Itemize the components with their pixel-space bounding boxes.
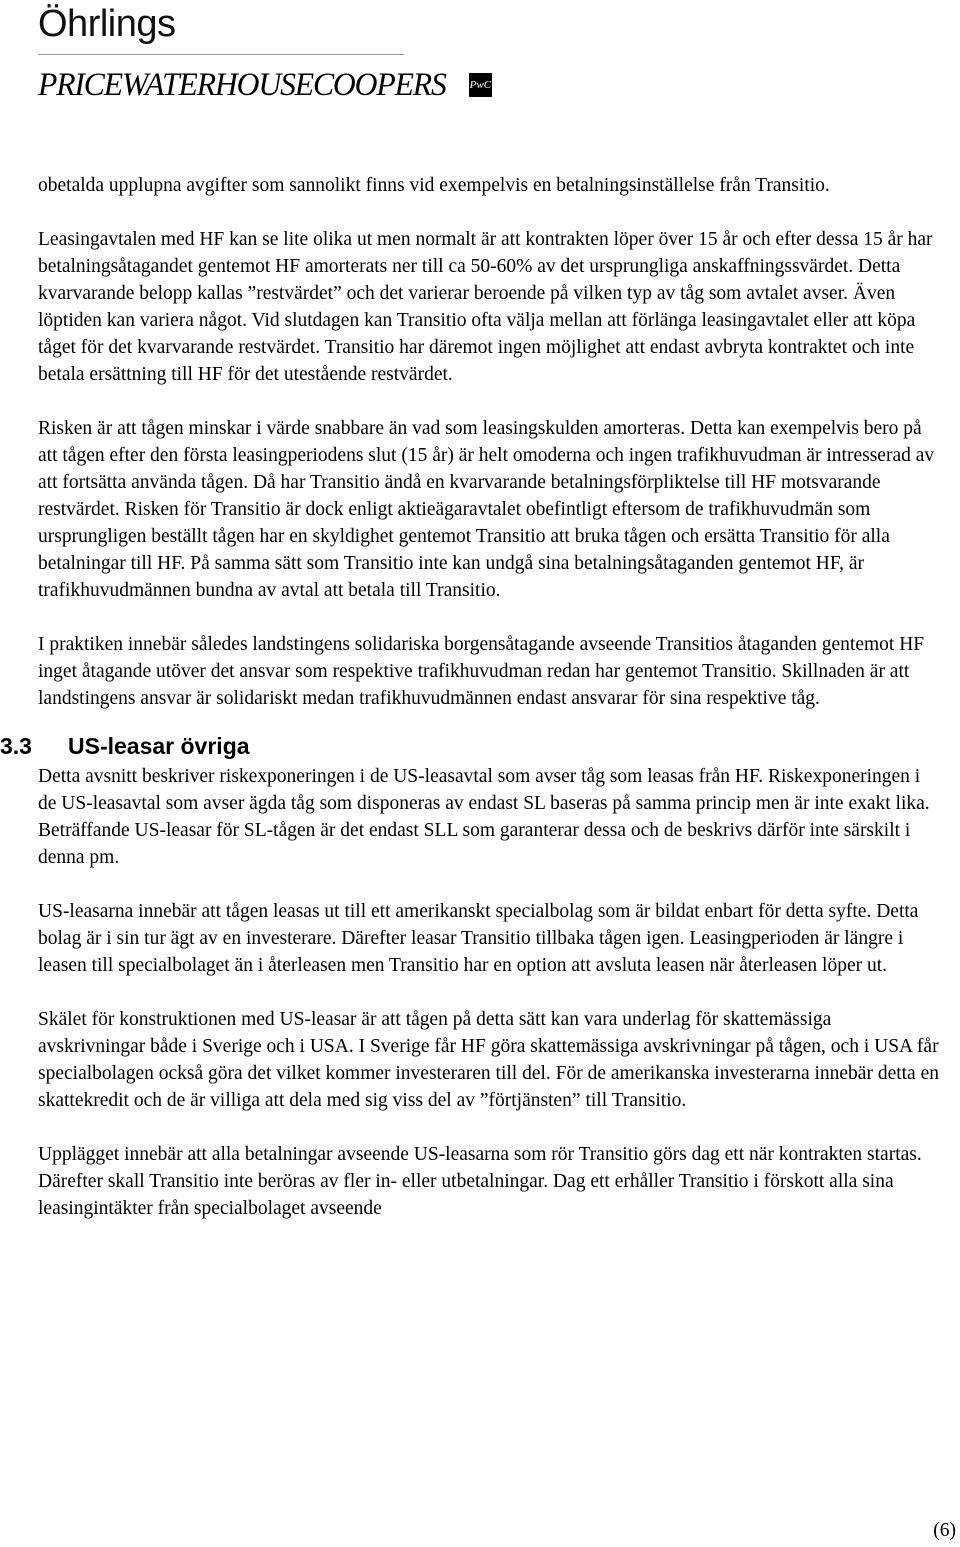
document-body [0,172,943,1249]
paragraph: Skälet för konstruktionen med US-leasar är att tågen på detta sätt kan vara underlag för skattemässiga avskrivningar både i Sverige och i USA. I Sverige får HF göra skattemässiga avskrivningar på tågen, och i USA får specialbolagen också göra det vilket kommer investeraren till del. För de amerikanska investerarna innebär detta en skattekredit och de är villiga att dela med sig viss del av ”förtjänsten” till Transitio. [38,1009,939,1111]
logo-seal-icon: PwC [469,73,492,97]
paragraph: I praktiken innebär således landstingens solidariska borgensåtagande avseende Transitios åtaganden gentemot HF inget åtagande utöver det ansvar som respektive trafikhuvudman redan har gentemot Transitio. Skillnaden är att landstingens ansvar är solidariskt medan trafikhuvudmännen endast ansvarar för sina respektive tåg. [38,634,925,709]
paragraph: obetalda upplupna avgifter som sannolikt finns vid exempelvis en betalningsinställelse från Transitio. [38,175,830,196]
section-number: 3.3 [0,733,32,759]
paragraph: Leasingavtalen med HF kan se lite olika ut men normalt är att kontrakten löper över 15 år och efter dessa 15 år har betalningsåtagandet gentemot HF amorterats ner till ca 50-60% av det ursprungliga anskaffningssvärdet. Detta kvarvarande belopp kallas ”restvärdet” och det varierar beroende på vilken typ av tåg som avtalet avser. Även löptiden kan variera något. Vid slutdagen kan Transitio ofta välja mellan att förlänga leasingavtalet eller att köpa tåget för det kvarvarande restvärdet. Transitio har däremot ingen möjlighet att endast avbryta kontraktet och inte betala ersättning till HF för det utestående restvärdet. [38,229,933,385]
page-number: (6) [933,1520,956,1541]
header-divider [38,54,404,55]
company-logo [38,65,492,105]
paragraph: Risken är att tågen minskar i värde snabbare än vad som leasingskulden amorteras. Detta kan exempelvis bero på att tågen efter den första leasingperiodens slut (15 år) är helt omoderna och ingen trafikhuvudman är intresserad av att fortsätta använda tågen. Då har Transitio ändå en kvarvarande betalningsförpliktelse till HF motsvarande restvärdet. Risken för Transitio är dock enligt aktieägaravtalet obefintligt eftersom de trafikhuvudmän som ursprungligen beställt tågen har en skyldighet gentemot Transitio att bruka tågen och ersätta Transitio för alla betalningar till HF. På samma sätt som Transitio inte kan undgå sina betalningsåtaganden gentemot HF, är trafikhuvudmännen bundna av avtal att betala till Transitio. [38,418,935,601]
paragraph: US-leasarna innebär att tågen leasas ut till ett amerikanskt specialbolag som är bildat enbart för detta syfte. Detta bolag är i sin tur ägt av en investerare. Därefter leasar Transitio tillbaka tågen igen. Leasingperioden är längre i leasen till specialbolaget än i återleasen men Transitio har en option att avsluta leasen när återleasen löper ut. [38,901,919,976]
brand-name: Öhrlings [38,3,176,45]
section-title: US-leasar övriga [68,733,250,759]
logo-wordmark: PRICEWATERHOUSECOOPERS [38,67,446,103]
page-header [38,0,492,105]
paragraph: Upplägget innebär att alla betalningar avseende US-leasarna som rör Transitio görs dag ett när kontrakten startas. Därefter skall Transitio inte beröras av fler in- eller utbetalningar. Dag ett erhåller Transitio i förskott alla sina leasingintäkter från specialbolaget avseende [38,1144,922,1219]
section-heading [0,731,943,761]
paragraph: Detta avsnitt beskriver riskexponeringen i de US-leasavtal som avser tåg som leasas från HF. Riskexponeringen i de US-leasavtal som avser ägda tåg som disponeras av endast SL baseras på samma princip men är inte exakt lika. Beträffande US-leasar för SL-tågen är det endast SLL som garanterar dessa och de beskrivs därför inte särskilt i denna pm. [38,766,930,868]
